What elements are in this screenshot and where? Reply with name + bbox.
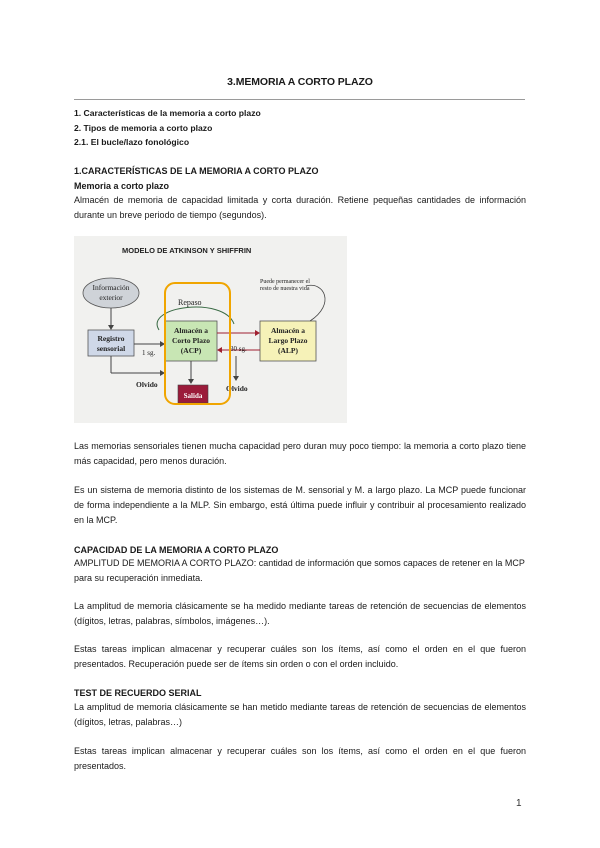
section1-subheading: Memoria a corto plazo bbox=[74, 181, 170, 191]
atkinson-shiffrin-diagram bbox=[74, 236, 347, 423]
test-paragraph-2: Estas tareas implican almacenar y recuperar cuáles son los ítems, así como el orden en el que fueron presentados. bbox=[74, 746, 526, 771]
page-title: 3.MEMORIA A CORTO PLAZO bbox=[227, 76, 373, 88]
alp-label-2: Largo Plazo bbox=[268, 336, 308, 345]
alp-label-3: (ALP) bbox=[278, 346, 298, 355]
puede-label-2: resto de nuestra vida bbox=[260, 286, 310, 292]
diagram-title: MODELO DE ATKINSON Y SHIFFRIN bbox=[122, 246, 252, 255]
acp-label-2: Corto Plazo bbox=[171, 336, 211, 345]
acp-label-3: (ACP) bbox=[180, 346, 202, 355]
registro-label-2: sensorial bbox=[96, 344, 126, 353]
capacidad-heading: CAPACIDAD DE LA MEMORIA A CORTO PLAZO bbox=[74, 545, 279, 555]
registro-label-1: Registro bbox=[97, 334, 125, 343]
olvido-right-label: Olvido bbox=[226, 384, 248, 393]
test-paragraph-1: La amplitud de memoria clásicamente se han metido mediante tareas de retención de secuencias de elementos (dígitos, letras, palabras…) bbox=[74, 702, 526, 727]
capacidad-paragraph-2: La amplitud de memoria clásicamente se ha medido mediante tareas de retención de secuencias de elementos (dígitos, letras, palabras, símbolos, imágenes…). bbox=[74, 601, 526, 626]
alp-label-1: Almacén a bbox=[271, 326, 305, 335]
info-exterior-label-2: exterior bbox=[99, 293, 123, 302]
toc-item-2: 2. Tipos de memoria a corto plazo bbox=[74, 123, 213, 133]
info-exterior-label-1: Información bbox=[92, 283, 130, 292]
capacidad-paragraph-3: Estas tareas implican almacenar y recuperar cuáles son los ítems, así como el orden en el que fueron presentados. Recuperación puede ser de ítems sin orden o con el orden incluido. bbox=[74, 644, 526, 669]
paragraph-1: Las memorias sensoriales tienen mucha capacidad pero duran muy poco tiempo: la memoria a corto plazo tiene más capacidad, pero menos duración. bbox=[74, 441, 526, 466]
olvido-left-label: Olvido bbox=[136, 380, 158, 389]
section1-paragraph: Almacén de memoria de capacidad limitada y corta duración. Retiene pequeñas cantidades de información durante un breve periodo de tiempo (segundos). bbox=[74, 195, 526, 220]
toc-item-1: 1. Características de la memoria a corto plazo bbox=[74, 108, 261, 118]
capacidad-paragraph-1: AMPLITUD DE MEMORIA A CORTO PLAZO: cantidad de información que somos capaces de retener en la MCP para su recuperación inmediata. bbox=[74, 558, 525, 583]
toc-item-3: 2.1. El bucle/lazo fonológico bbox=[74, 137, 190, 147]
salida-label: Salida bbox=[183, 392, 203, 400]
page-number: 1 bbox=[516, 798, 522, 809]
one-sec-label: 1 sg. bbox=[142, 349, 156, 357]
paragraph-2: Es un sistema de memoria distinto de los sistemas de M. sensorial y M. a largo plazo. La MCP puede funcionar de forma independiente a la MLP. Sin embargo, está última puede influir y contribuir al procesamiento realizado en la MCP. bbox=[74, 485, 526, 525]
test-heading: TEST DE RECUERDO SERIAL bbox=[74, 688, 202, 698]
title-divider bbox=[74, 99, 525, 100]
puede-label-1: Puede permanecer el bbox=[260, 279, 310, 285]
section1-heading: 1.CARACTERÍSTICAS DE LA MEMORIA A CORTO PLAZO bbox=[74, 166, 319, 176]
thirty-sec-label: 30 sg. bbox=[230, 345, 247, 353]
acp-label-1: Almacén a bbox=[174, 326, 208, 335]
repaso-label: Repaso bbox=[178, 298, 202, 307]
